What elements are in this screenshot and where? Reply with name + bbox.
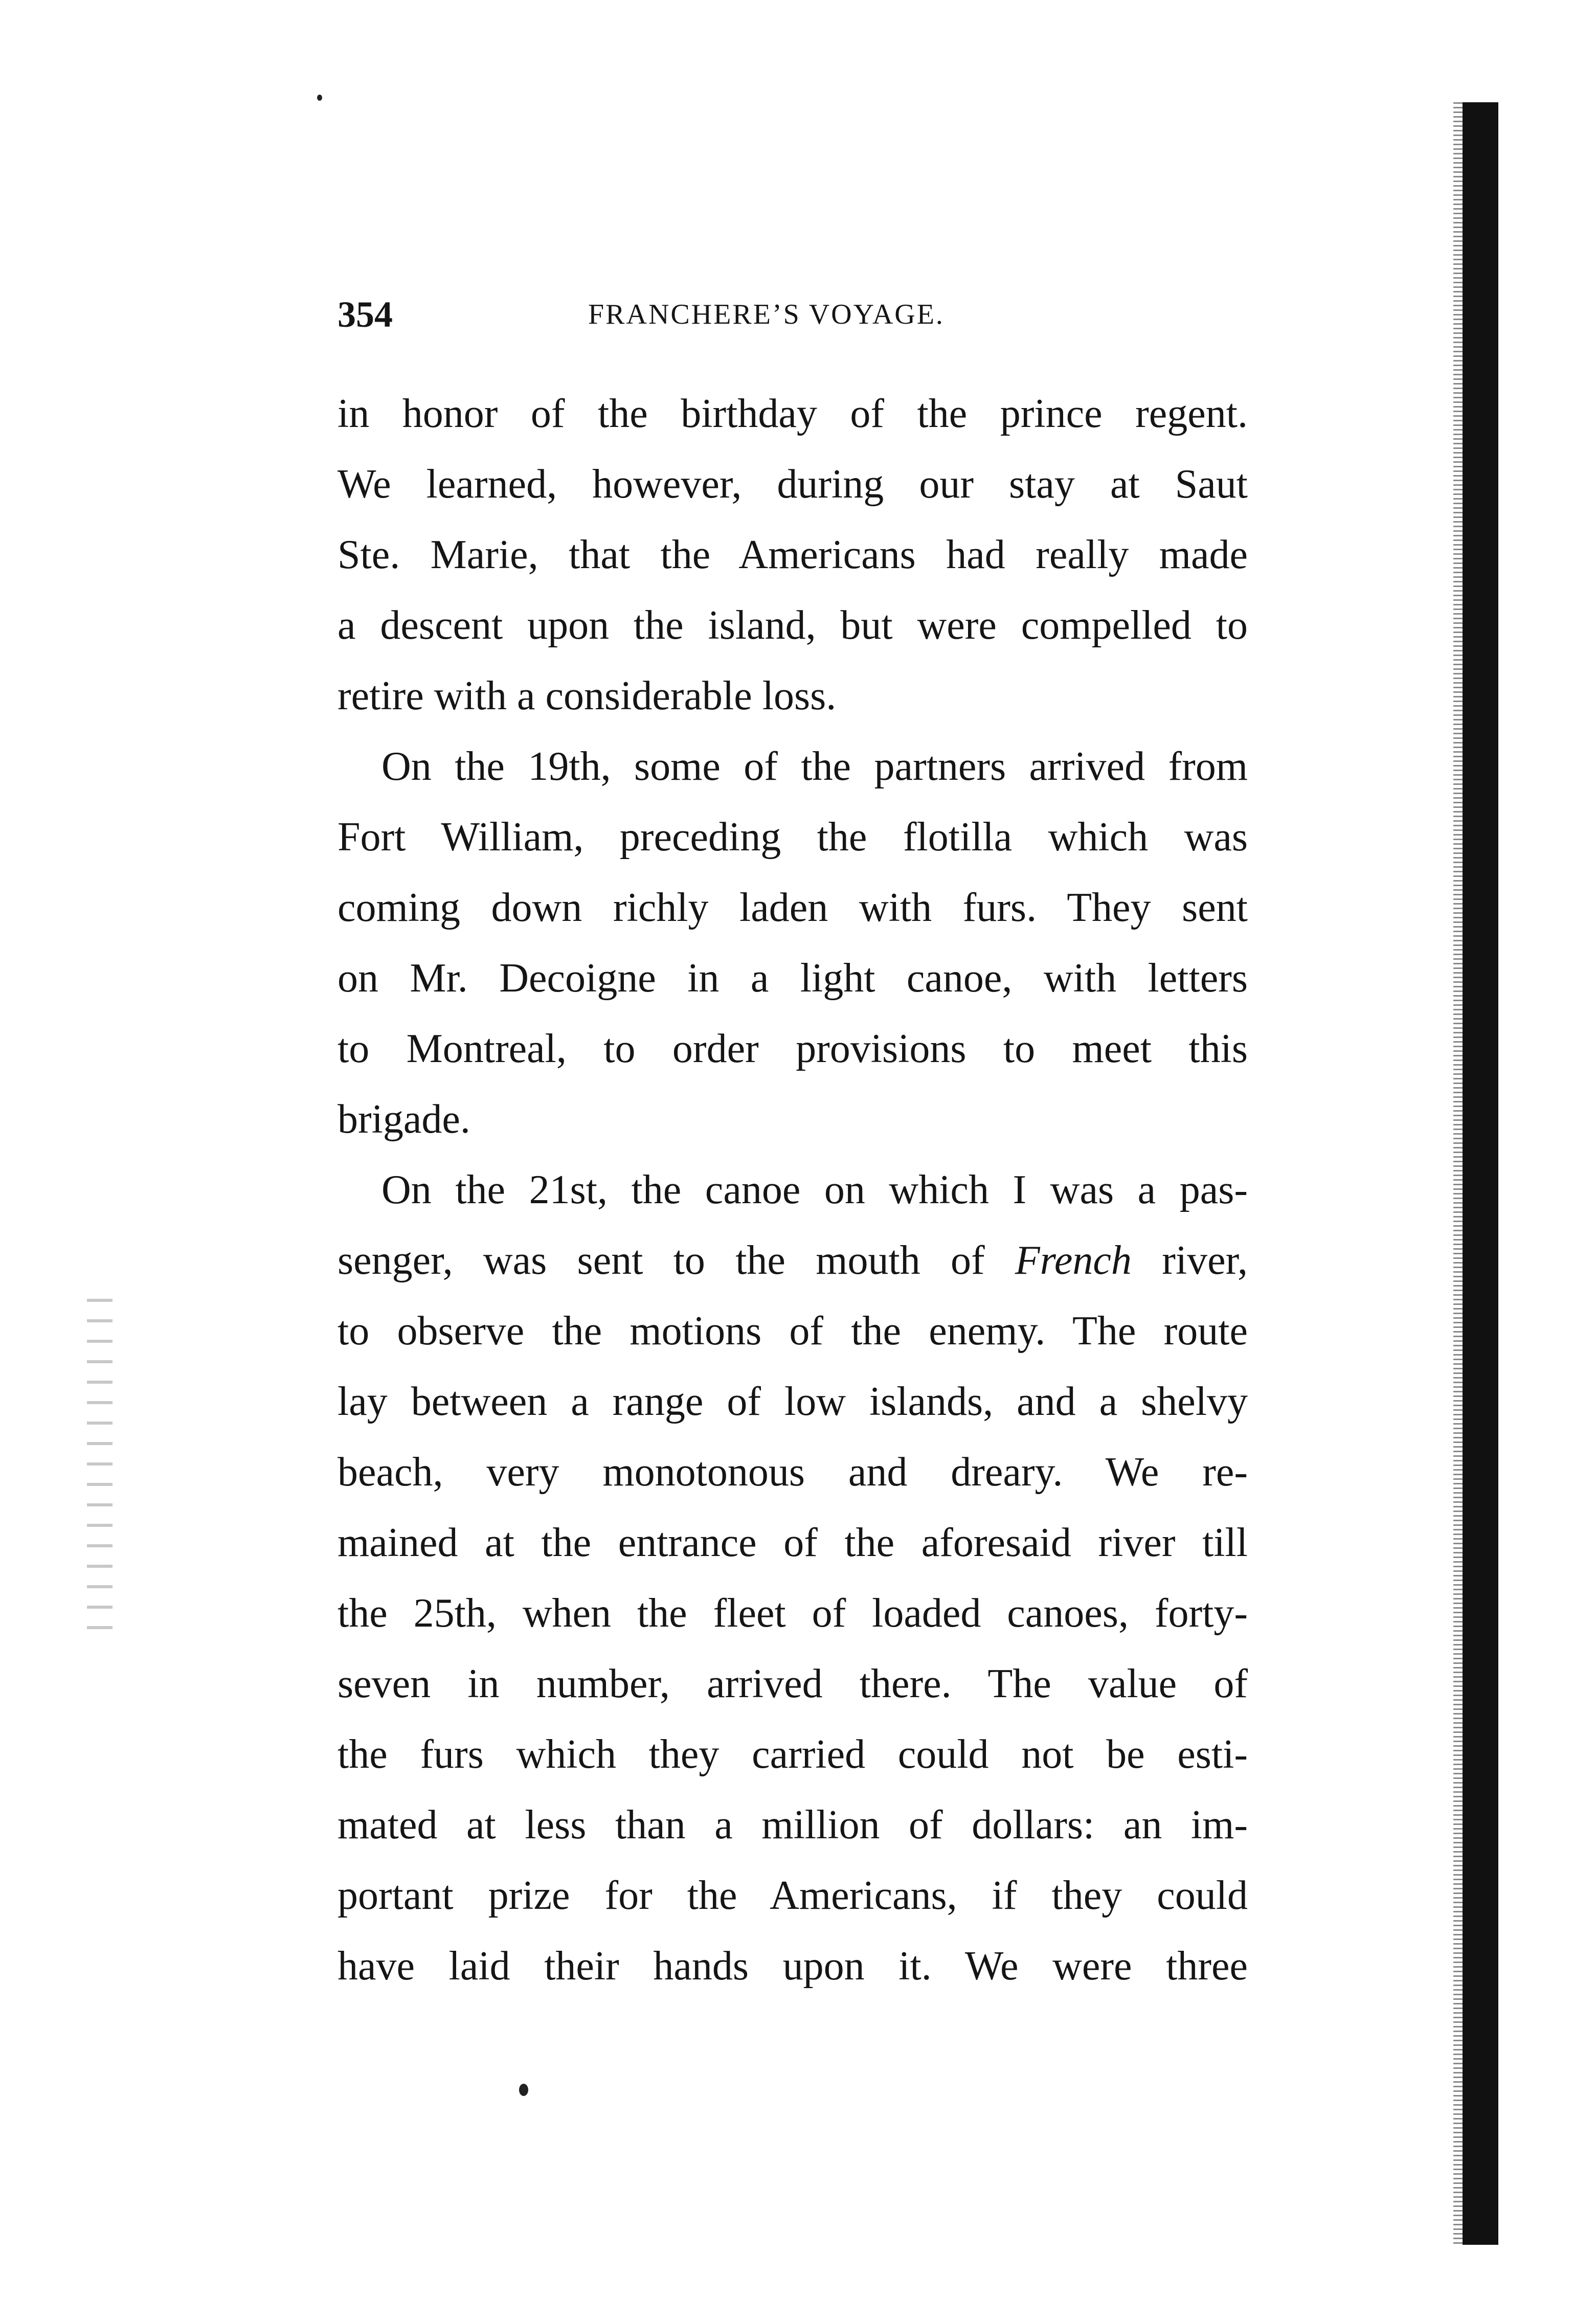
text-line: On the 19th, some of the partners arrived from xyxy=(381,744,1248,789)
text-line: retire with a considerable loss. xyxy=(338,673,837,718)
page-edge-shadow xyxy=(1463,102,1498,2245)
text-segment: senger, was sent to the mouth of xyxy=(338,1238,985,1283)
italic-word: French xyxy=(1015,1238,1132,1283)
paragraph xyxy=(338,378,1248,731)
page-number: 354 xyxy=(338,294,393,335)
text-line: to observe the motions of the enemy. The route xyxy=(338,1309,1248,1354)
text-line: Fort William, preceding the flotilla which was xyxy=(338,815,1248,860)
text-line: mained at the entrance of the aforesaid river till xyxy=(338,1520,1248,1565)
text-line: portant prize for the Americans, if they could xyxy=(338,1873,1248,1918)
text-line: the 25th, when the fleet of loaded canoes, forty- xyxy=(338,1591,1248,1636)
gutter-marks xyxy=(87,1299,113,1647)
text-line: in honor of the birthday of the prince regent. xyxy=(338,391,1248,436)
text-line: the furs which they carried could not be esti- xyxy=(338,1732,1248,1777)
speck xyxy=(519,2084,528,2096)
text-line: brigade. xyxy=(338,1097,470,1142)
text-line: beach, very monotonous and dreary. We re- xyxy=(338,1450,1248,1495)
text-line: have laid their hands upon it. We were three xyxy=(338,1944,1248,1989)
text-line: seven in number, arrived there. The value of xyxy=(338,1661,1248,1706)
text-line: a descent upon the island, but were compelled to xyxy=(338,603,1248,648)
text-line: We learned, however, during our stay at Saut xyxy=(338,462,1248,507)
speck xyxy=(317,95,322,101)
text-line: mated at less than a million of dollars: an im- xyxy=(338,1802,1248,1847)
text-line: on Mr. Decoigne in a light canoe, with letters xyxy=(338,956,1248,1001)
text-segment: river, xyxy=(1162,1238,1248,1283)
paragraph xyxy=(338,1155,1248,2001)
text-line: lay between a range of low islands, and a shelvy xyxy=(338,1379,1248,1424)
text-line: On the 21st, the canoe on which I was a pas- xyxy=(381,1167,1248,1212)
paragraph xyxy=(338,731,1248,1155)
text-line: to Montreal, to order provisions to meet this xyxy=(338,1026,1248,1071)
body-text xyxy=(338,378,1248,2001)
running-head xyxy=(338,286,1278,343)
text-line-mixed xyxy=(338,1225,1248,1296)
text-line: Ste. Marie, that the Americans had really made xyxy=(338,532,1248,577)
running-title: FRANCHERE’S VOYAGE. xyxy=(588,299,945,330)
text-line: coming down richly laden with furs. They sent xyxy=(338,885,1248,930)
